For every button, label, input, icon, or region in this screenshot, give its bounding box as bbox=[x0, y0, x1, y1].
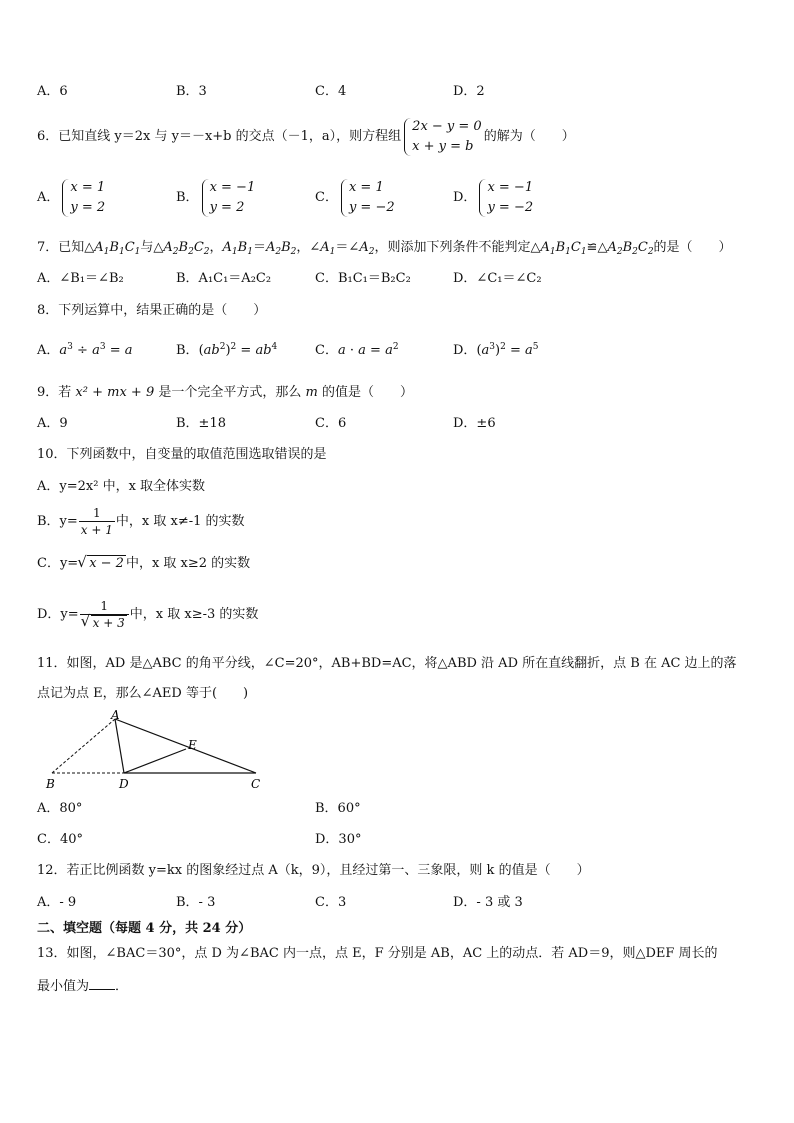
q7-option-c: C．B₁C₁＝B₂C₂ bbox=[315, 271, 411, 286]
q6-eq2: x + y = b bbox=[412, 138, 474, 154]
q11-stem-line1: 11．如图，AD 是△ABC 的角平分线，∠C=20°，AB+BD=AC，将△ABD 沿 AD 所在直线翻折，点 B 在 AC 边上的落 bbox=[37, 656, 737, 671]
segment-ac bbox=[115, 719, 256, 773]
question-7: 7．已知$\triangle A_1B_1C_1$与$\triangle A_2B_2C_2$，$A_1B_1=A_2B_2$，$\angle A_1=\angle A_2$，则添加下列条件不能判定$\triangle A_1B_1C_1≌\triangle A_2B_2C_2$的是（ ） bbox=[37, 240, 732, 257]
q6-eq1: 2x − y = 0 bbox=[412, 118, 482, 134]
q6-option-d: D． x = −1 y = −2 bbox=[453, 177, 535, 219]
q10-option-c: C．y=√ x − 2 中，x 取 x≥2 的实数 bbox=[37, 556, 250, 572]
q11-stem-line2: 点记为点 E，那么∠AED 等于( ) bbox=[37, 686, 249, 701]
q6-equation-system bbox=[403, 117, 482, 157]
q11-triangle-figure bbox=[40, 707, 280, 795]
q12-option-d: D．- 3 或 3 bbox=[453, 895, 523, 910]
q8-option-d: D．$(a^3)^2 = a^5$ bbox=[453, 342, 539, 358]
q11-option-c: C．40° bbox=[37, 832, 83, 847]
q9-option-d: D．±6 bbox=[453, 416, 496, 431]
q13-stem-line1: 13．如图，∠BAC＝30°，点 D 为∠BAC 内一点，点 E，F 分别是 AB，AC 上的动点．若 AD＝9，则△DEF 周长的 bbox=[37, 946, 718, 961]
point-label-a: A bbox=[111, 708, 120, 722]
q6-option-c: C． x = 1 y = −2 bbox=[315, 177, 397, 219]
q5-option-c: C．4 bbox=[315, 84, 347, 99]
q9-option-a: A．9 bbox=[37, 416, 68, 431]
q8-option-a: A．$a^3 \div a^3 = a$ bbox=[37, 342, 133, 358]
q12-stem: 12．若正比例函数 y=kx 的图象经过点 A（k，9），且经过第一、三象限，则 k 的值是（ ） bbox=[37, 863, 590, 878]
q11-option-b: B．60° bbox=[315, 801, 361, 816]
question-6 bbox=[37, 116, 575, 158]
q10-option-a: A．y=2x² 中，x 取全体实数 bbox=[37, 479, 206, 494]
q10-stem: 10．下列函数中，自变量的取值范围选取错误的是 bbox=[37, 447, 327, 462]
q5-option-a: A．6 bbox=[37, 84, 68, 99]
q10-option-d: D．y= 1 √ x + 3 中，x 取 x≥-3 的实数 bbox=[37, 596, 258, 634]
q7-option-a: A．∠B₁＝∠B₂ bbox=[37, 271, 124, 286]
q13-stem-line2: 最小值为 ． bbox=[37, 979, 129, 994]
q10-option-b: B．y= $\frac{1}{x + 1}$ 中，x 取 x≠-1 的实数 bbox=[37, 505, 245, 537]
q9-option-b: B．±18 bbox=[176, 416, 226, 431]
q12-option-b: B．- 3 bbox=[176, 895, 216, 910]
q11-option-d: D．30° bbox=[315, 832, 362, 847]
point-label-d: D bbox=[119, 777, 129, 791]
q6-stem-pre: 6．已知直线 y＝2x 与 y＝－x+b 的交点（－1，a），则方程组 bbox=[37, 129, 402, 144]
q12-option-c: C．3 bbox=[315, 895, 347, 910]
section-2-heading: 二、填空题（每题 4 分，共 24 分） bbox=[37, 921, 252, 936]
segment-ad bbox=[115, 719, 124, 773]
q5-option-b: B．3 bbox=[176, 84, 207, 99]
q13-answer-blank bbox=[89, 977, 115, 990]
q11-option-a: A．80° bbox=[37, 801, 83, 816]
segment-ab-dashed bbox=[52, 719, 115, 773]
q8-option-c: C．$a \cdot a = a^2$ bbox=[315, 342, 399, 358]
q6-option-a: A． x = 1 y = 2 bbox=[37, 177, 107, 219]
segment-de bbox=[124, 749, 186, 773]
question-9: 9．若 x² + mx + 9 是一个完全平方式，那么 m 的值是（ ） bbox=[37, 385, 413, 400]
q5-option-d: D．2 bbox=[453, 84, 485, 99]
point-label-b: B bbox=[46, 777, 55, 791]
q12-option-a: A．- 9 bbox=[37, 895, 77, 910]
q9-option-c: C．6 bbox=[315, 416, 347, 431]
point-label-e: E bbox=[188, 738, 197, 752]
q8-stem: 8．下列运算中，结果正确的是（ ） bbox=[37, 303, 267, 318]
q7-option-b: B．A₁C₁＝A₂C₂ bbox=[176, 271, 272, 286]
q6-option-b: B． x = −1 y = 2 bbox=[176, 177, 257, 219]
q7-option-d: D．∠C₁＝∠C₂ bbox=[453, 271, 542, 286]
point-label-c: C bbox=[251, 777, 261, 791]
q6-stem-post: 的解为（ ） bbox=[483, 129, 575, 144]
q8-option-b: B．$(ab^2)^2 = ab^4$ bbox=[176, 342, 278, 358]
